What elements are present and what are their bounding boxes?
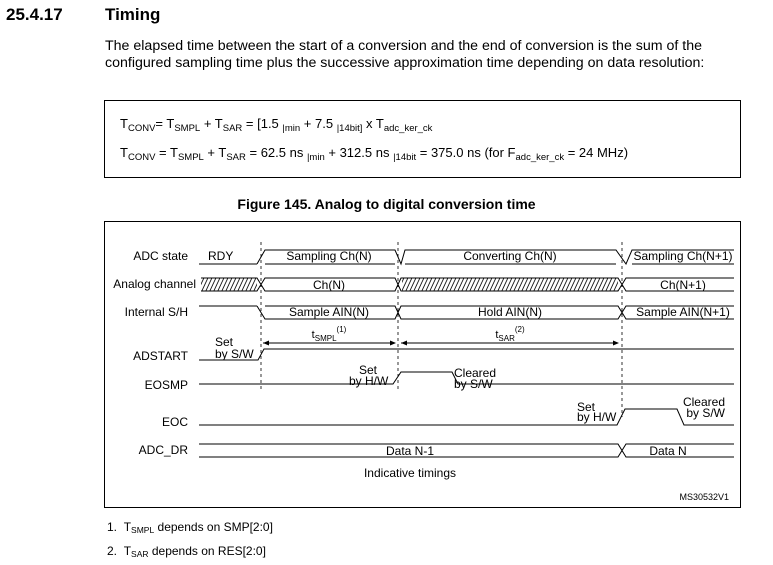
signal-label-adc-dr: ADC_DR: [138, 443, 188, 457]
t-smpl-label: tSMPL(1): [311, 325, 347, 343]
t-smpl-arrow-right: [390, 341, 396, 346]
adstart-note-set: Set: [215, 335, 234, 349]
signal-label-adc-state: ADC state: [133, 249, 188, 263]
adc-state-rdy: RDY: [208, 249, 234, 263]
eoc-set: Set: [577, 400, 596, 414]
t-sar-arrow-left: [401, 341, 407, 346]
adc-state-sampling-n1: Sampling Ch(N+1): [633, 249, 733, 263]
figure-ref-code: MS30532V1: [679, 492, 729, 502]
analog-channel-n: Ch(N): [313, 278, 345, 292]
internal-sh-sample-n: Sample AIN(N): [288, 305, 370, 319]
section-intro: The elapsed time between the start of a conversion and the end of conversion is the sum of the configured sampling time plus the successive approximation time depending on data resolution:: [105, 38, 705, 71]
eoc-waveform: [199, 409, 734, 425]
signal-label-internal-sh: Internal S/H: [124, 305, 188, 319]
timing-diagram: [104, 221, 741, 508]
eoc-cleared-by-sw: by S/W: [686, 406, 725, 420]
section-number: 25.4.17: [6, 5, 63, 24]
formula-box: [104, 100, 741, 178]
adc-state-converting-n: Converting Ch(N): [463, 249, 557, 263]
timing-diagram-svg: [105, 222, 742, 509]
section-title: Timing: [105, 5, 161, 24]
t-sar-label: tSAR(2): [495, 325, 525, 343]
time-markers: [261, 242, 622, 417]
internal-sh-sample-n1: Sample AIN(N+1): [636, 305, 730, 319]
analog-channel-hatch-before: [201, 278, 257, 291]
adc-state-sampling-n: Sampling Ch(N): [286, 249, 372, 263]
analog-channel-n1: Ch(N+1): [660, 278, 706, 292]
signal-label-analog-channel: Analog channel: [113, 277, 196, 291]
adstart-note-by-sw: by S/W: [215, 347, 254, 361]
t-sar-arrow-right: [613, 341, 619, 346]
adc-dr-data-n-1: Data N-1: [385, 444, 435, 458]
eosmp-set-by-hw: by H/W: [349, 374, 389, 388]
signal-label-adstart: ADSTART: [133, 349, 188, 363]
formula-generic: $T_{CONV}= T_{SMPL} + T_{SAR} = [1.5$ $_{|min}$ + 7.5 $_{|14bit]}$ x $T_{adc\_ker\_ck}$: [120, 116, 433, 134]
signal-label-eosmp: EOSMP: [144, 378, 188, 392]
figure-caption: Figure 145. Analog to digital conversion time: [237, 196, 536, 212]
notes-list: [107, 517, 273, 565]
note-2: 2. $T_{SAR}$ depends on RES[2:0]: [107, 544, 266, 559]
signal-label-eoc: EOC: [161, 415, 188, 429]
formula-numeric: $T_{CONV} = T_{SMPL} + T_{SAR} = 62.5$ ns $_{|min}$ + 312.5 ns $_{|14bit}$ = 375.0 ns (for $F_{adc\_ker\_ck} = 24$ MHz): [120, 145, 629, 163]
eosmp-cleared-by-sw: by S/W: [454, 377, 493, 391]
eoc-set-by-hw: by H/W: [577, 410, 617, 424]
eoc-cleared: Cleared: [682, 395, 725, 409]
note-1: 1. $T_{SMPL}$ depends on SMP[2:0]: [107, 520, 273, 535]
eosmp-set: Set: [359, 363, 378, 377]
eosmp-cleared: Cleared: [454, 366, 497, 380]
adc-dr-data-n: Data N: [649, 444, 687, 458]
internal-sh-hold-n: Hold AIN(N): [477, 305, 543, 319]
adstart-waveform: [199, 349, 734, 360]
indicative-timings: Indicative timings: [363, 466, 457, 480]
t-smpl-arrow-left: [263, 341, 269, 346]
analog-channel-hatch-during: [402, 278, 618, 291]
